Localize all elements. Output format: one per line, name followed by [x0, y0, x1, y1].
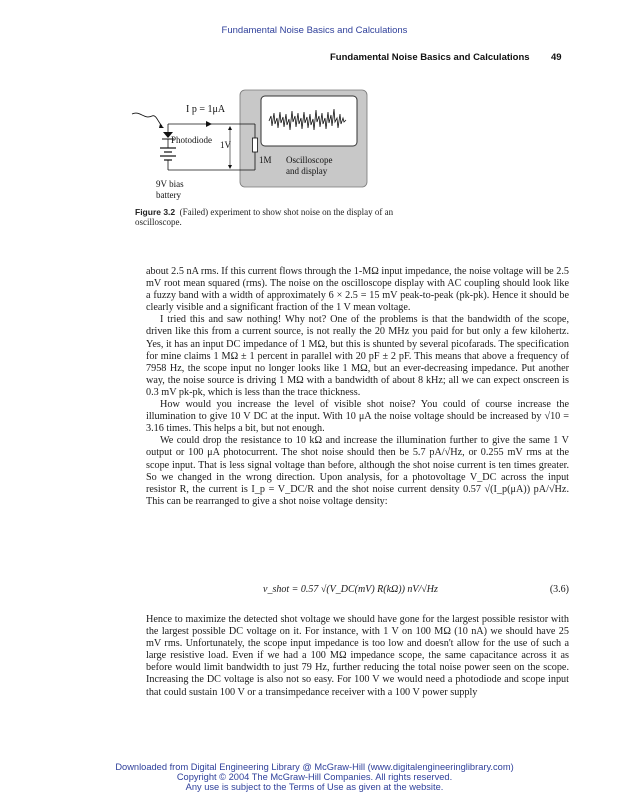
current-arrow [206, 121, 212, 127]
footer [0, 762, 629, 793]
voltage-label: 1V [220, 140, 231, 150]
body-text-upper [146, 266, 569, 508]
resistor [253, 138, 258, 152]
resistor-label: 1M [259, 155, 272, 165]
page-number: 49 [551, 52, 562, 63]
light-arrow [132, 113, 162, 126]
paragraph-1: about 2.5 nA rms. If this current flows through the 1-MΩ input impedance, the noise voltage will be 2.5 mV root mean squared (rms). The noise on the oscilloscope display with AC coupling should look like a fuzzy band with a width of approximately 6 × 2.5 = 15 mV peak-to-peak (pk-pk). Hence it should be clearly visible and a significant fraction of the 1 V mean voltage. [146, 266, 569, 314]
equation-number: (3.6) [549, 584, 569, 595]
footer-line-2: Copyright © 2004 The McGraw-Hill Companies. All rights reserved. [176, 772, 453, 783]
figure-diagram [120, 88, 370, 206]
top-banner: Fundamental Noise Basics and Calculations [221, 25, 408, 36]
paragraph-5: Hence to maximize the detected shot voltage we should have gone for the largest possible resistor with the largest possible DC voltage on it. For instance, with 1 V on 100 MΩ (10 nA) we should have 25 mV rms. Unfortunately, the scope input impedance is too low and doesn't allow for the use of such a large resistive load. Even if we had a 100 MΩ impedance scope, the same capacitance across it as before would limit bandwidth to just 79 Hz, further reducing the total noise power seen on the scope. Increasing the DC voltage is also not so easy. For 100 V we would need a photodiode and scope input that could sustain 100 V or a transimpedance receiver with a 100 V power supply [146, 614, 569, 698]
paragraph-2: I tried this and saw nothing! Why not? One of the problems is that the bandwidth of the scope, driven like this from a current source, is not really the 20 MHz you paid for but only a few kilohertz. Yes, it has an input DC impedance of 1 MΩ, but this is shunted by several picofarads. The specification for mine claims 1 MΩ ± 1 percent in parallel with 20 pF ± 2 pF. This means that above a frequency of 7958 Hz, the scope input no longer looks like 1 MΩ, but an ever-decreasing impedance. Put another way, the noise source is driving 1 MΩ with a bandwidth of about 8 kHz; all we can expect onscreen is 0.3 mV pk-pk, which is less than the trace thickness. [146, 314, 569, 398]
equation-3-6 [146, 584, 569, 598]
equation-body: v_shot = 0.57 √(V_DC(mV) R(kΩ)) nV/√Hz [263, 584, 438, 595]
caption-text: (Failed) experiment to show shot noise on the display of an oscilloscope. [135, 207, 394, 227]
footer-line-1[interactable]: Downloaded from Digital Engineering Library @ McGraw-Hill (www.digitalengineeringlibrary.com) [115, 762, 514, 772]
body-text-lower [146, 614, 569, 699]
battery-label-line2: battery [156, 190, 181, 200]
scope-label-line2: and display [286, 166, 328, 176]
paragraph-4: We could drop the resistance to 10 kΩ and increase the illumination further to give the same 1 V output or 100 μA photocurrent. The shot noise should then be 5.7 pA/√Hz, or 0.255 mV rms at the scope input. That is less signal voltage than before, although the shot noise current is ten times greater. So we changed in the wrong direction. Upon analysis, for a photovoltage V_DC across the input resistor R, the current is I_p = V_DC/R and the shot noise current density 0.57 √(I_p(μA)) pA/√Hz. This can be rearranged to give a shot noise voltage density: [146, 435, 569, 507]
current-label: I p = 1μA [186, 104, 226, 115]
figure-caption [135, 207, 395, 227]
photodiode-label: Photodiode [171, 135, 213, 145]
footer-line-3: Any use is subject to the Terms of Use as given at the website. [185, 782, 444, 793]
battery-label-line1: 9V bias [156, 179, 184, 189]
paragraph-3: How would you increase the level of visible shot noise? You could of course increase the illumination to give 10 V DC at the input. With 10 μA the noise voltage should be increased by √10 = 3.16 times. This helps a bit, but not enough. [146, 399, 569, 435]
caption-number: Figure 3.2 [135, 207, 176, 217]
running-title: Fundamental Noise Basics and Calculations [330, 52, 530, 63]
scope-label-line1: Oscilloscope [286, 155, 333, 165]
